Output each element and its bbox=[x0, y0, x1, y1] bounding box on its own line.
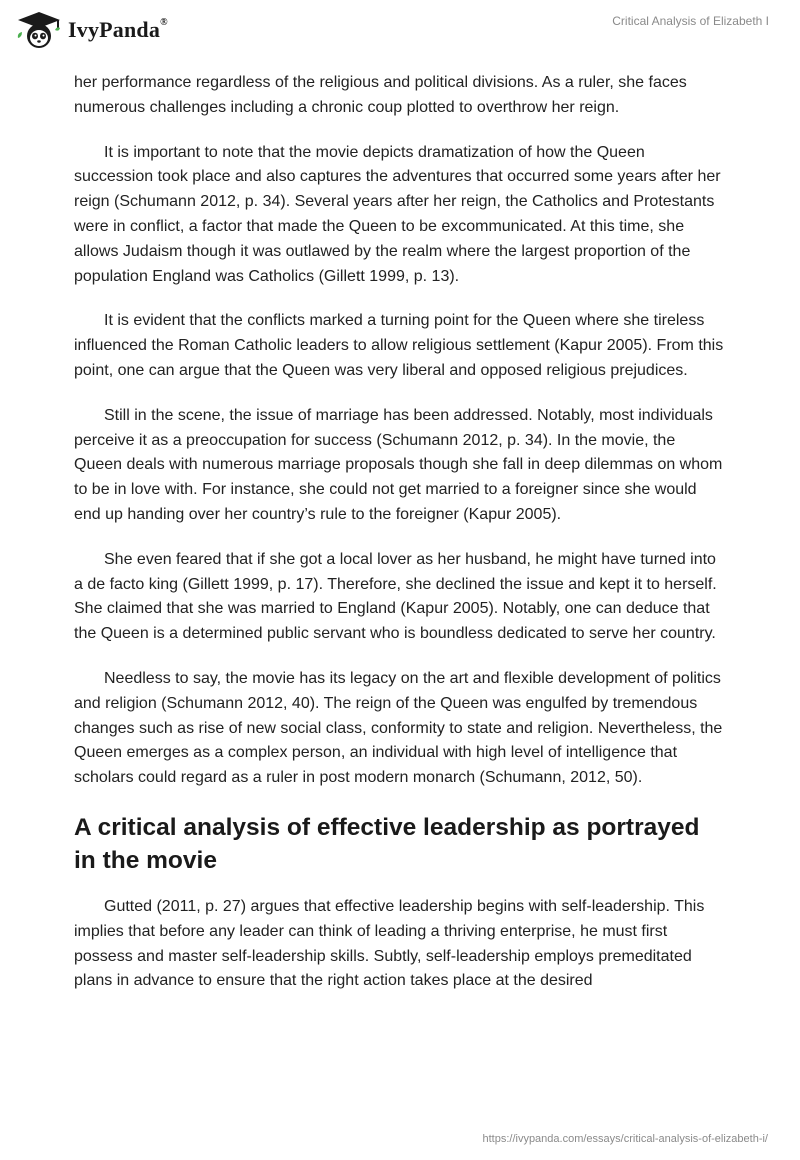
brand-name: IvyPanda® bbox=[68, 16, 168, 42]
document-title: Critical Analysis of Elizabeth I bbox=[612, 14, 769, 28]
article-body bbox=[74, 71, 726, 1014]
section-heading: A critical analysis of effective leadership as portrayed in the movie bbox=[74, 813, 700, 874]
paragraph: It is important to note that the movie depicts dramatization of how the Queen succession took place and also captures the adventures that occurred some years after her reign (Schumann 2012, p. 34). Several years after her reign, the Catholics and Protestants were in conflict, a factor that made the Queen to be excommunicated. At this time, she allows Judaism though it was outlawed by the realm where the largest proportion of the population England was Catholics (Gillett 1999, p. 13). bbox=[74, 143, 721, 285]
panda-graduate-icon bbox=[16, 10, 62, 50]
page-header bbox=[0, 0, 800, 70]
paragraph: It is evident that the conflicts marked a turning point for the Queen where she tireless influenced the Roman Catholic leaders to allow religious settlement (Kapur 2005). From this point, one can argue that the Queen was very liberal and opposed religious prejudices. bbox=[74, 312, 724, 379]
paragraph: Gutted (2011, p. 27) argues that effective leadership begins with self-leadership. This implies that before any leader can think of leading a thriving enterprise, he must first possess and master self-leadership skills. Subtly, self-leadership employs premeditated plans in advance to ensure that the right action takes place at the desired bbox=[74, 897, 705, 990]
source-url[interactable]: https://ivypanda.com/essays/critical-analysis-of-elizabeth-i/ bbox=[482, 1133, 768, 1145]
paragraph: She even feared that if she got a local lover as her husband, he might have turned into a de facto king (Gillett 1999, p. 17). Therefore, she declined the issue and kept it to herself. She claimed that she was married to England (Kapur 2005). Notably, one can deduce that the Queen is a determined public servant who is boundless dedicated to serve her country. bbox=[74, 550, 717, 643]
paragraph: Needless to say, the movie has its legacy on the art and flexible development of politics and religion (Schumann 2012, 40). The reign of the Queen was engulfed by tremendous changes such as rise of new social class, conformity to state and religion. Nevertheless, the Queen emerges as a complex person, an individual with high level of intelligence that scholars could regard as a ruler in post modern monarch (Schumann, 2012, 50). bbox=[74, 669, 723, 787]
paragraph: Still in the scene, the issue of marriage has been addressed. Notably, most individuals perceive it as a preoccupation for success (Schumann 2012, p. 34). In the movie, the Queen deals with numerous marriage proposals though she fall in deep dilemmas on whom to be in love with. For instance, she could not get married to a foreigner since she would end up handing over her country’s rule to the foreigner (Kapur 2005). bbox=[74, 406, 723, 523]
paragraph: her performance regardless of the religious and political divisions. As a ruler, she faces numerous challenges including a chronic coup plotted to overthrow her reign. bbox=[74, 74, 687, 116]
ivypanda-logo[interactable] bbox=[16, 10, 168, 50]
